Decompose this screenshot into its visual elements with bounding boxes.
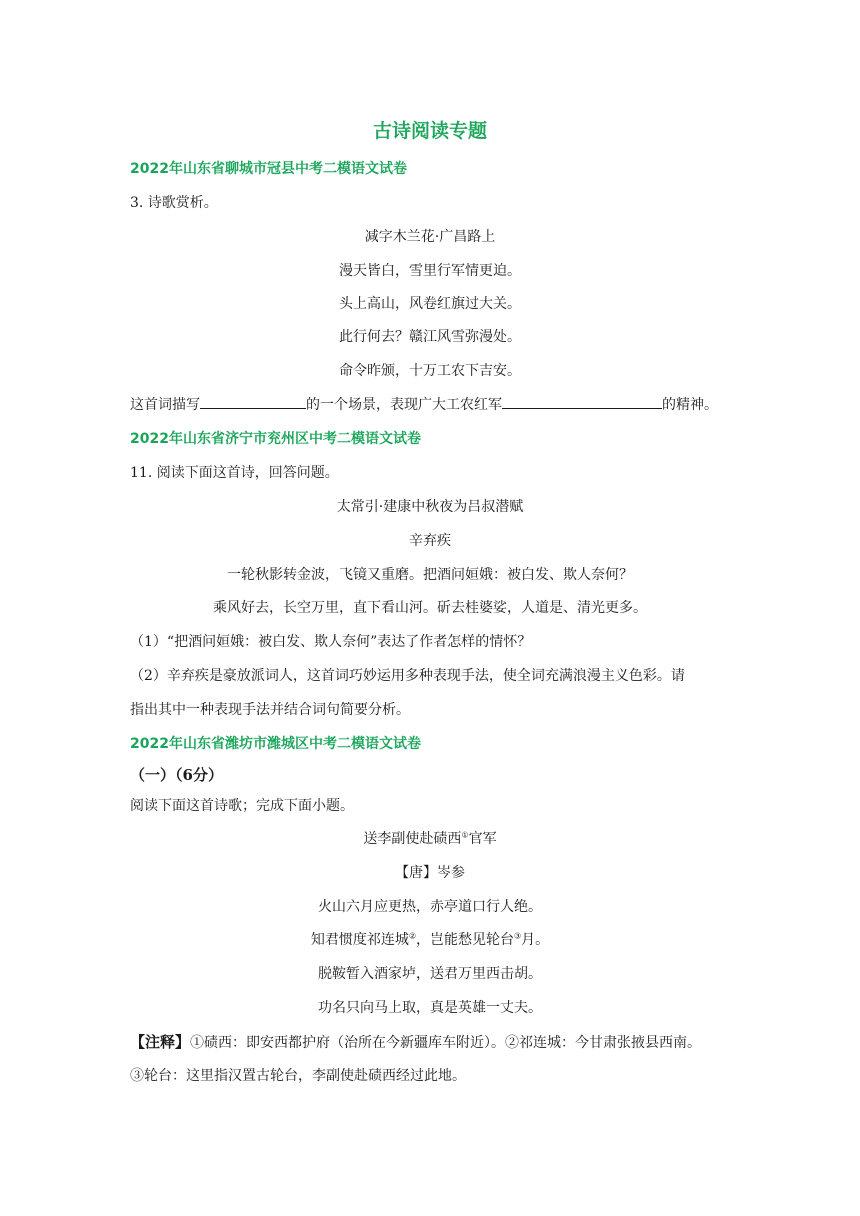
answer-blank-2[interactable]	[502, 394, 662, 409]
poem-line: 火山六月应更热，赤亭道口行人绝。	[318, 899, 542, 915]
page-title: 古诗阅读专题	[372, 120, 487, 142]
source-heading-2: 2022年山东省济宁市兖州区中考二模语文试卷	[130, 431, 421, 447]
poem-line: 一轮秋影转金波，飞镜又重磨。把酒问姮娥：被白发、欺人奈何？	[227, 567, 633, 583]
poem-line: 知君惯度祁连城②，岂能愁见轮台③月。	[310, 931, 550, 948]
part-heading: （一）（6分）	[130, 766, 223, 784]
poem-author-3: 【唐】岑参	[395, 865, 465, 881]
question-11: 11. 阅读下面这首诗，回答问题。	[130, 465, 339, 481]
poem-line: 乘风好去，长空万里，直下看山河。斫去桂婆娑，人道是、清光更多。	[213, 600, 647, 616]
fill-text: 这首词描写	[130, 397, 200, 413]
sub-question-2-cont: 指出其中一种表现手法并结合词句简要分析。	[130, 702, 410, 718]
fill-in-question	[130, 394, 718, 414]
poem-line: 脱鞍暂入酒家垆，送君万里西击胡。	[318, 966, 542, 982]
poem-title-1: 减字木兰花·广昌路上	[364, 229, 496, 245]
source-heading-1: 2022年山东省聊城市冠县中考二模语文试卷	[130, 161, 407, 177]
source-heading-3: 2022年山东省潍坊市潍城区中考二模语文试卷	[130, 736, 421, 752]
poem-line: 命令昨颁，十万工农下吉安。	[339, 363, 521, 379]
poem-line: 漫天皆白，雪里行军情更迫。	[339, 263, 521, 279]
answer-blank-1[interactable]	[200, 394, 306, 409]
question-3: 3. 诗歌赏析。	[130, 195, 218, 211]
fill-text: 的精神。	[662, 397, 718, 413]
annotation-cont: ③轮台：这里指汉置古轮台，李副使赴碛西经过此地。	[130, 1068, 466, 1084]
poem-line: 此行何去？赣江风雪弥漫处。	[339, 329, 521, 345]
fill-text: 的一个场景，表现广大工农红军	[306, 397, 502, 413]
footnote-marker: ②	[408, 931, 416, 941]
footnote-marker: ③	[514, 931, 522, 941]
poem-author-2: 辛弃疾	[409, 533, 451, 549]
poem-title-3: 送李副使赴碛西①官军	[363, 830, 497, 847]
question-instruction: 阅读下面这首诗歌；完成下面小题。	[130, 798, 354, 814]
poem-line: 功名只向马上取，真是英雄一丈夫。	[318, 1000, 542, 1016]
poem-title-2: 太常引·建康中秋夜为吕叔潜赋	[336, 499, 524, 515]
sub-question-2: （2）辛弃疾是豪放派词人，这首词巧妙运用多种表现手法，使全词充满浪漫主义色彩。请	[130, 668, 685, 684]
poem-line: 头上高山，风卷红旗过大关。	[339, 296, 521, 312]
sub-question-1: （1）“把酒问姮娥：被白发、欺人奈何”表达了作者怎样的情怀？	[130, 634, 532, 650]
footnote-marker: ①	[461, 830, 469, 840]
annotation: 【注释】①碛西：即安西都护府（治所在今新疆库车附近）。②祁连城：今甘肃张掖县西南。	[130, 1033, 702, 1051]
